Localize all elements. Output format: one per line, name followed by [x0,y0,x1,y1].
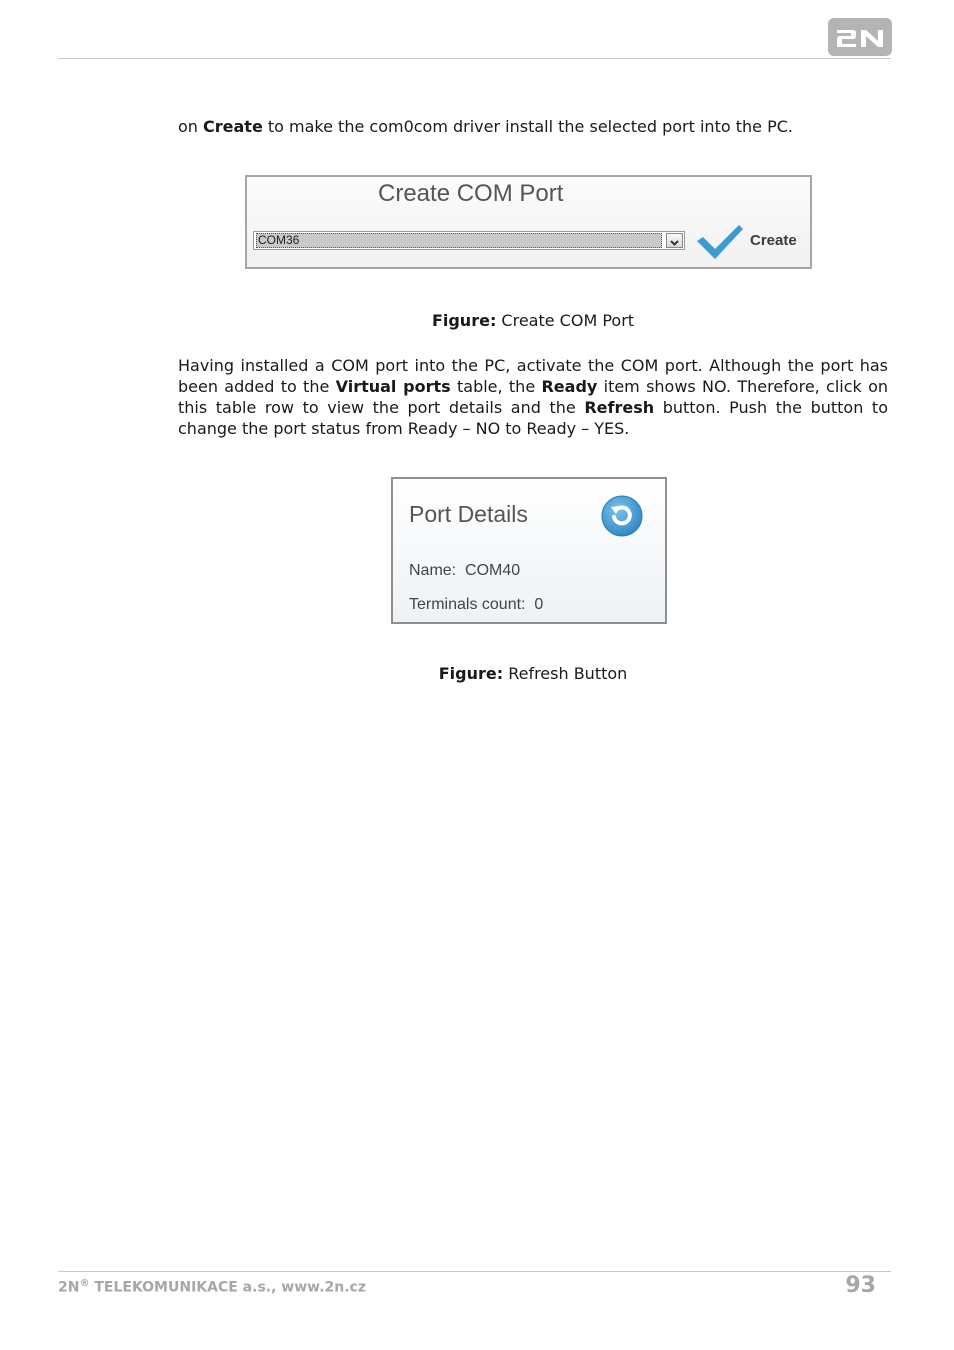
footer-divider [58,1271,891,1272]
com-port-select-value: COM36 [256,233,662,248]
port-name-line: Name: COM40 [409,562,521,579]
create-button[interactable]: Create [750,232,797,249]
refresh-icon[interactable] [600,494,644,542]
body-paragraph: Having installed a COM port into the PC, activate the COM port. Although the port has been added to the Virtual ports table, the Ready item shows NO. Therefore, click on this table row to view the port details and the Refresh button. Push the button to change the port status from Ready – NO to Ready – YES. [178,356,889,438]
checkmark-icon[interactable] [695,221,745,265]
create-com-port-title: Create COM Port [378,180,564,207]
port-details-title: Port Details [409,501,528,527]
com-port-select[interactable] [253,231,685,250]
header-divider [58,58,891,59]
page-number: 93 [845,1273,876,1298]
chevron-down-icon[interactable] [666,233,683,248]
figure-caption-refresh: Figure: Refresh Button [438,664,628,683]
footer-company: 2N® TELEKOMUNIKACE a.s., www.2n.cz [58,1278,366,1296]
port-details-figure [391,477,667,624]
figure-caption-create: Figure: Create COM Port [431,311,635,330]
intro-paragraph: on Create to make the com0com driver install the selected port into the PC. [178,117,793,136]
2n-logo-icon [828,18,892,56]
port-terminals-line: Terminals count: 0 [409,596,544,613]
create-com-port-figure [245,175,812,269]
